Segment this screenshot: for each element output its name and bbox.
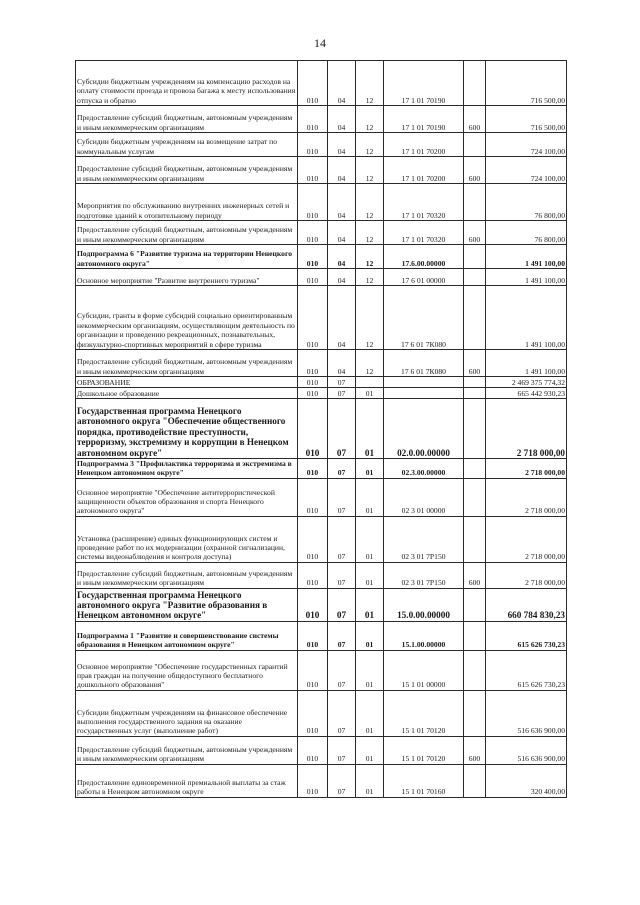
row-expense-kind xyxy=(464,184,486,221)
row-expense-kind xyxy=(464,377,486,388)
row-amount: 2 718 000,00 xyxy=(486,478,567,516)
row-section: 07 xyxy=(328,650,356,690)
table-row xyxy=(76,650,567,690)
row-target-article: 15 1 01 70120 xyxy=(384,690,464,736)
row-name: Субсидии бюджетным учреждениям на финансовое обеспечение выполнения государственного задания на оказание государственных услуг (выполнение работ) xyxy=(76,690,298,736)
row-name: Субсидии бюджетным учреждениям на возмещение затрат по коммунальным услугам xyxy=(76,133,298,157)
row-subsection: 12 xyxy=(356,157,384,184)
row-subsection: 12 xyxy=(356,133,384,157)
row-section: 07 xyxy=(328,764,356,797)
row-section: 07 xyxy=(328,736,356,764)
row-amount: 516 636 900,00 xyxy=(486,690,567,736)
row-amount: 660 784 830,23 xyxy=(486,588,567,621)
row-name: Государственная программа Ненецкого автономного округа "Обеспечение общественного порядка, противодействие преступности, терроризму, экстремизму и коррупции в Ненецком автономном округе" xyxy=(76,399,298,459)
row-name: Субсидии бюджетным учреждениям на компенсацию расходов на оплату стоимости проезда и провоза багажа к месту использования отпуска и обратно xyxy=(76,61,298,106)
table-row xyxy=(76,269,567,286)
row-expense-kind xyxy=(464,388,486,399)
row-amount: 1 491 100,00 xyxy=(486,350,567,377)
row-admin-code: 010 xyxy=(298,690,328,736)
row-target-article: 17 1 01 70320 xyxy=(384,184,464,221)
row-subsection: 01 xyxy=(356,588,384,621)
row-amount: 724 100,00 xyxy=(486,133,567,157)
table-row xyxy=(76,245,567,269)
row-subsection: 01 xyxy=(356,478,384,516)
table-row xyxy=(76,459,567,479)
row-amount: 2 718 000,00 xyxy=(486,516,567,562)
row-section: 07 xyxy=(328,377,356,388)
row-admin-code: 010 xyxy=(298,221,328,245)
row-expense-kind xyxy=(464,516,486,562)
row-subsection: 01 xyxy=(356,764,384,797)
row-name: Предоставление субсидий бюджетным, автономным учреждениям и иным некоммерческим организациям xyxy=(76,562,298,588)
row-amount: 1 491 100,00 xyxy=(486,269,567,286)
row-admin-code: 010 xyxy=(298,377,328,388)
row-admin-code: 010 xyxy=(298,388,328,399)
row-target-article: 02.3.00.00000 xyxy=(384,459,464,479)
table-row xyxy=(76,133,567,157)
row-name: Подпрограмма 6 "Развитие туризма на территории Ненецкого автономного округа" xyxy=(76,245,298,269)
row-name: Предоставление субсидий бюджетным, автономным учреждениям и иным некоммерческим организациям xyxy=(76,221,298,245)
row-target-article: 02 3 01 00000 xyxy=(384,478,464,516)
row-admin-code: 010 xyxy=(298,764,328,797)
row-name: ОБРАЗОВАНИЕ xyxy=(76,377,298,388)
row-section: 07 xyxy=(328,459,356,479)
row-section: 07 xyxy=(328,690,356,736)
row-target-article: 15.0.00.00000 xyxy=(384,588,464,621)
row-admin-code: 010 xyxy=(298,562,328,588)
row-admin-code: 010 xyxy=(298,516,328,562)
row-amount: 76 800,00 xyxy=(486,221,567,245)
row-name: Подпрограмма 3 "Профилактика терроризма и экстремизма в Ненецком автономном округе" xyxy=(76,459,298,479)
table-row xyxy=(76,562,567,588)
row-admin-code: 010 xyxy=(298,245,328,269)
row-subsection: 01 xyxy=(356,690,384,736)
row-amount: 716 500,00 xyxy=(486,61,567,106)
row-target-article: 17 6 01 7К080 xyxy=(384,350,464,377)
table-row xyxy=(76,690,567,736)
row-expense-kind: 600 xyxy=(464,562,486,588)
row-section: 04 xyxy=(328,221,356,245)
row-expense-kind: 600 xyxy=(464,157,486,184)
row-name: Основное мероприятие "Обеспечение антитеррористической защищенности объектов образования и спорта Ненецкого автономного округа" xyxy=(76,478,298,516)
row-admin-code: 010 xyxy=(298,133,328,157)
row-subsection: 01 xyxy=(356,516,384,562)
row-section: 04 xyxy=(328,245,356,269)
row-expense-kind xyxy=(464,459,486,479)
row-subsection: 01 xyxy=(356,736,384,764)
row-amount: 1 491 100,00 xyxy=(486,286,567,350)
row-amount: 665 442 930,23 xyxy=(486,388,567,399)
row-amount: 320 400,00 xyxy=(486,764,567,797)
row-expense-kind xyxy=(464,399,486,459)
row-admin-code: 010 xyxy=(298,588,328,621)
row-subsection: 01 xyxy=(356,562,384,588)
table-row xyxy=(76,286,567,350)
table-row xyxy=(76,516,567,562)
table-row xyxy=(76,621,567,650)
row-admin-code: 010 xyxy=(298,459,328,479)
row-expense-kind xyxy=(464,690,486,736)
table-row xyxy=(76,221,567,245)
row-section: 04 xyxy=(328,184,356,221)
row-expense-kind xyxy=(464,286,486,350)
row-amount: 2 469 375 774,32 xyxy=(486,377,567,388)
row-target-article: 17 1 01 70190 xyxy=(384,61,464,106)
row-admin-code: 010 xyxy=(298,286,328,350)
row-name: Мероприятия по обслуживанию внутренних инженерных сетей и подготовке зданий к отопительному периоду xyxy=(76,184,298,221)
row-subsection: 12 xyxy=(356,269,384,286)
row-target-article xyxy=(384,377,464,388)
row-target-article: 17 1 01 70200 xyxy=(384,133,464,157)
row-name: Предоставление субсидий бюджетным, автономным учреждениям и иным некоммерческим организациям xyxy=(76,157,298,184)
row-expense-kind xyxy=(464,133,486,157)
row-section: 04 xyxy=(328,133,356,157)
row-target-article: 15.1.00.00000 xyxy=(384,621,464,650)
table-row xyxy=(76,184,567,221)
row-name: Предоставление субсидий бюджетным, автономным учреждениям и иным некоммерческим организациям xyxy=(76,350,298,377)
row-amount: 2 718 000,00 xyxy=(486,399,567,459)
table-row xyxy=(76,350,567,377)
row-amount: 615 626 730,23 xyxy=(486,621,567,650)
row-expense-kind: 600 xyxy=(464,350,486,377)
row-section: 07 xyxy=(328,588,356,621)
row-amount: 724 100,00 xyxy=(486,157,567,184)
row-section: 07 xyxy=(328,562,356,588)
row-section: 04 xyxy=(328,269,356,286)
row-section: 04 xyxy=(328,157,356,184)
table-row xyxy=(76,377,567,388)
row-subsection xyxy=(356,377,384,388)
row-admin-code: 010 xyxy=(298,269,328,286)
row-expense-kind xyxy=(464,245,486,269)
row-target-article: 15 1 01 00000 xyxy=(384,650,464,690)
row-admin-code: 010 xyxy=(298,184,328,221)
row-expense-kind xyxy=(464,650,486,690)
row-section: 04 xyxy=(328,350,356,377)
table-row xyxy=(76,157,567,184)
row-subsection: 12 xyxy=(356,106,384,133)
row-amount: 516 636 900,00 xyxy=(486,736,567,764)
row-subsection: 12 xyxy=(356,184,384,221)
table-row xyxy=(76,106,567,133)
row-subsection: 01 xyxy=(356,459,384,479)
row-subsection: 01 xyxy=(356,399,384,459)
row-admin-code: 010 xyxy=(298,650,328,690)
table-row xyxy=(76,478,567,516)
row-expense-kind xyxy=(464,621,486,650)
row-name: Предоставление субсидий бюджетным, автономным учреждениям и иным некоммерческим организациям xyxy=(76,106,298,133)
row-section: 07 xyxy=(328,388,356,399)
row-amount: 76 800,00 xyxy=(486,184,567,221)
row-amount: 615 626 730,23 xyxy=(486,650,567,690)
row-subsection: 01 xyxy=(356,621,384,650)
row-subsection: 12 xyxy=(356,350,384,377)
row-amount: 2 718 000,00 xyxy=(486,459,567,479)
row-admin-code: 010 xyxy=(298,621,328,650)
row-target-article xyxy=(384,388,464,399)
row-target-article: 17 1 01 70320 xyxy=(384,221,464,245)
row-name: Основное мероприятие "Развитие внутреннего туризма" xyxy=(76,269,298,286)
row-expense-kind: 600 xyxy=(464,221,486,245)
row-name: Подпрограмма 1 "Развитие и совершенствование системы образования в Ненецком автономном округе" xyxy=(76,621,298,650)
row-admin-code: 010 xyxy=(298,736,328,764)
row-expense-kind: 600 xyxy=(464,106,486,133)
row-subsection: 12 xyxy=(356,286,384,350)
page-number: 14 xyxy=(314,36,326,50)
row-subsection: 01 xyxy=(356,388,384,399)
row-admin-code: 010 xyxy=(298,106,328,133)
row-name: Предоставление единовременной премиальной выплаты за стаж работы в Ненецком автономном округе xyxy=(76,764,298,797)
row-section: 04 xyxy=(328,61,356,106)
row-name: Установка (расширение) единых функционирующих систем и проведение работ по их модернизации (охранной сигнализации, системы видеонаблюдения и контроля доступа) xyxy=(76,516,298,562)
table-row xyxy=(76,61,567,106)
row-target-article: 17 6 01 7К080 xyxy=(384,286,464,350)
table-row xyxy=(76,736,567,764)
row-amount: 1 491 100,00 xyxy=(486,245,567,269)
row-subsection: 01 xyxy=(356,650,384,690)
row-target-article: 17.6.00.00000 xyxy=(384,245,464,269)
row-target-article: 17 1 01 70190 xyxy=(384,106,464,133)
row-admin-code: 010 xyxy=(298,61,328,106)
row-admin-code: 010 xyxy=(298,350,328,377)
table-row xyxy=(76,764,567,797)
row-expense-kind xyxy=(464,588,486,621)
row-section: 07 xyxy=(328,516,356,562)
row-target-article: 17 1 01 70200 xyxy=(384,157,464,184)
row-name: Предоставление субсидий бюджетным, автономным учреждениям и иным некоммерческим организациям xyxy=(76,736,298,764)
row-expense-kind xyxy=(464,764,486,797)
table-row xyxy=(76,399,567,459)
row-target-article: 17 6 01 00000 xyxy=(384,269,464,286)
row-amount: 716 500,00 xyxy=(486,106,567,133)
row-expense-kind xyxy=(464,478,486,516)
row-section: 07 xyxy=(328,478,356,516)
row-expense-kind: 600 xyxy=(464,736,486,764)
row-expense-kind xyxy=(464,269,486,286)
row-name: Субсидии, гранты в форме субсидий социально ориентированным некоммерческим организациям, осуществляющим деятельность по организации и проведению рекреационных, познавательных, физкультурно-спортивных мероприятий в сфере туризма xyxy=(76,286,298,350)
row-subsection: 12 xyxy=(356,221,384,245)
row-admin-code: 010 xyxy=(298,399,328,459)
row-name: Основное мероприятие "Обеспечение государственных гарантий прав граждан на получение общедоступного бесплатного дошкольного образования" xyxy=(76,650,298,690)
row-admin-code: 010 xyxy=(298,478,328,516)
row-subsection: 12 xyxy=(356,245,384,269)
table-row xyxy=(76,588,567,621)
row-section: 04 xyxy=(328,106,356,133)
row-subsection: 12 xyxy=(356,61,384,106)
row-admin-code: 010 xyxy=(298,157,328,184)
row-name: Государственная программа Ненецкого автономного округа "Развитие образования в Ненецком автономном округе" xyxy=(76,588,298,621)
row-expense-kind xyxy=(464,61,486,106)
row-name: Дошкольное образование xyxy=(76,388,298,399)
row-section: 04 xyxy=(328,286,356,350)
budget-table xyxy=(75,60,567,798)
row-target-article: 02.0.00.00000 xyxy=(384,399,464,459)
row-amount: 2 718 000,00 xyxy=(486,562,567,588)
row-target-article: 15 1 01 70120 xyxy=(384,736,464,764)
row-target-article: 15 1 01 70160 xyxy=(384,764,464,797)
table-row xyxy=(76,388,567,399)
row-section: 07 xyxy=(328,399,356,459)
row-target-article: 02 3 01 7Р150 xyxy=(384,562,464,588)
row-section: 07 xyxy=(328,621,356,650)
row-target-article: 02 3 01 7Р150 xyxy=(384,516,464,562)
